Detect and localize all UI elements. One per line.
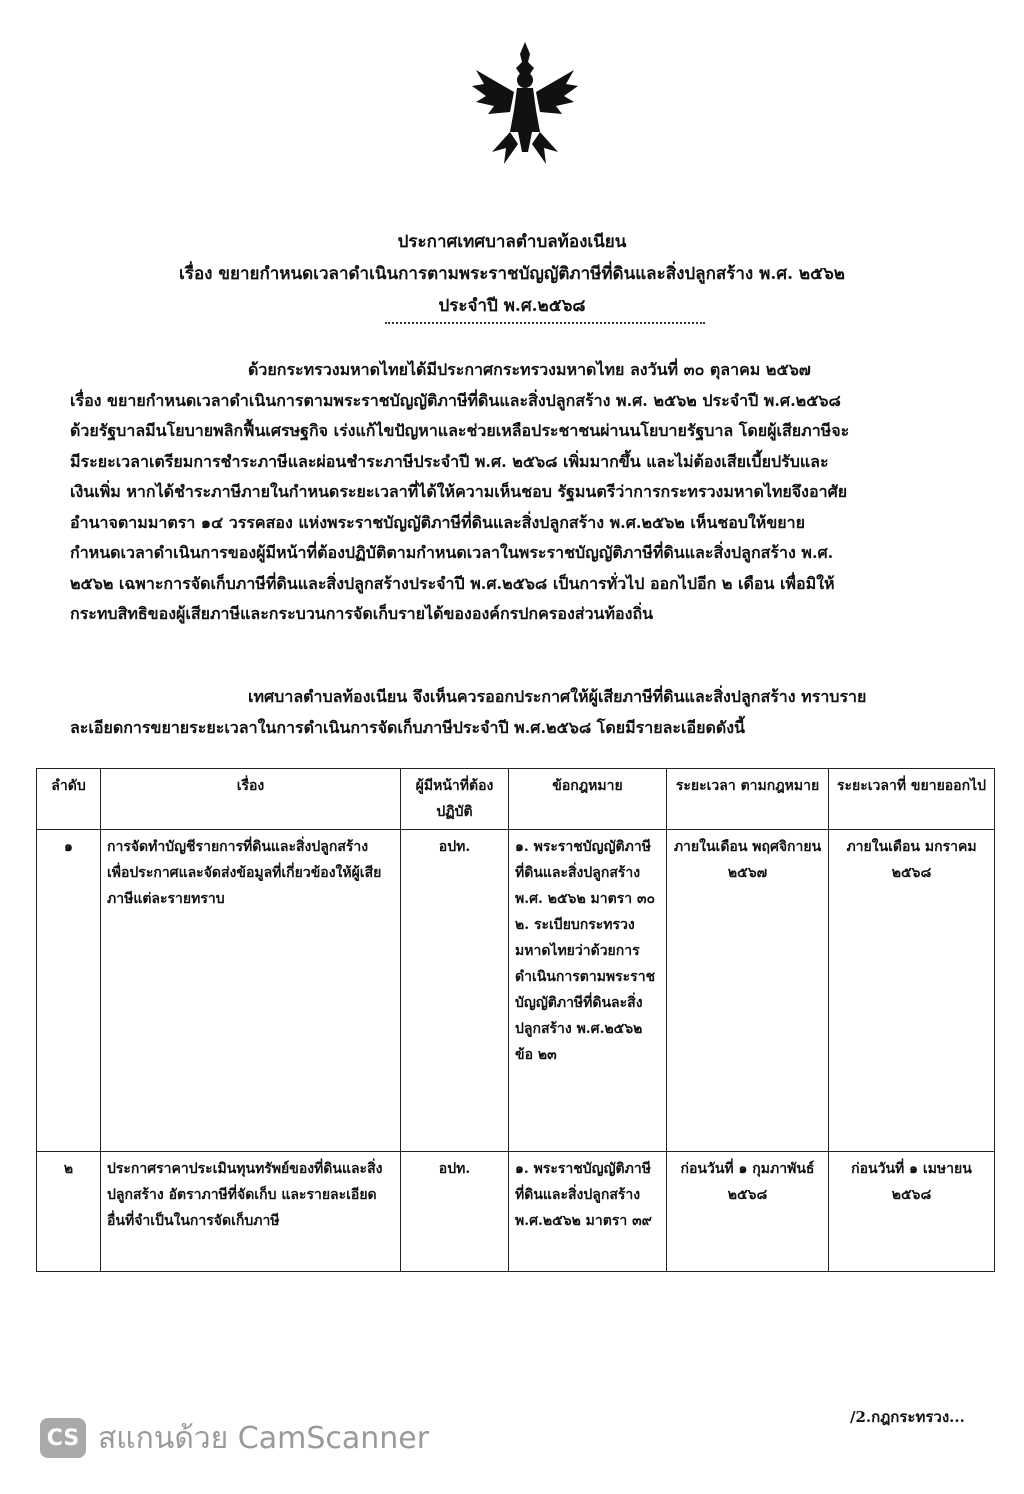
cell-responsible: อปท.	[401, 830, 509, 1152]
paragraph-line: อำนาจตามมาตรา ๑๔ วรรคสอง แห่งพระราชบัญญัติภาษีที่ดินและสิ่งปลูกสร้าง พ.ศ.๒๕๖๒ เห็นชอบให้ขยาย	[70, 512, 806, 532]
paragraph-line: ละเอียดการขยายระยะเวลาในการดำเนินการจัดเก็บภาษีประจำปี พ.ศ.๒๕๖๘ โดยมีรายละเอียดดังนี้	[70, 717, 745, 737]
garuda-emblem-icon	[470, 40, 580, 170]
paragraph-line: เงินเพิ่ม หากได้ชำระภาษีภายในกำหนดระยะเวลาที่ได้ให้ความเห็นชอบ รัฐมนตรีว่าการกระทรวงมหาดไทยจึงอาศัย	[70, 482, 848, 501]
watermark-text: สแกนด้วย CamScanner	[98, 1420, 430, 1456]
cell-no: ๒	[37, 1152, 101, 1272]
paragraph-line: มีระยะเวลาเตรียมการชำระภาษีและผ่อนชำระภาษีประจำปี พ.ศ. ๒๕๖๘ เพิ่มมากขึ้น และไม่ต้องเสียเบี้ยปรับและ	[70, 451, 829, 471]
paragraph-line: ๒๕๖๒ เฉพาะการจัดเก็บภาษีที่ดินและสิ่งปลูกสร้างประจำปี พ.ศ.๒๕๖๘ เป็นการทั่วไป ออกไปอีก ๒ เดือน เพื่อมิให้	[70, 573, 835, 593]
announcement-title: ประกาศเทศบาลตำบลท้องเนียน	[397, 232, 627, 252]
schedule-table	[36, 768, 995, 1272]
header-no: ลำดับ	[37, 769, 101, 830]
camscanner-logo-icon: CS	[40, 1418, 86, 1458]
cell-extended-period: ก่อนวันที่ ๑ เมษายน ๒๕๖๘	[829, 1152, 995, 1272]
paragraph-line: ด้วยรัฐบาลมีนโยบายพลิกฟื้นเศรษฐกิจ เร่งแก้ไขปัญหาและช่วยเหลือประชาชนผ่านนโยบายรัฐบาล โดยผู้เสียภาษีจะ	[70, 421, 850, 440]
continued-note: /2.กฎกระทรวง...	[850, 1408, 965, 1426]
cell-no: ๑	[37, 830, 101, 1152]
cell-legal-period: ก่อนวันที่ ๑ กุมภาพันธ์ ๒๕๖๘	[667, 1152, 829, 1272]
announcement-year: ประจำปี พ.ศ.๒๕๖๘	[438, 296, 586, 316]
table-row	[37, 830, 995, 1152]
announcement-subject: เรื่อง ขยายกำหนดเวลาดำเนินการตามพระราชบัญญัติภาษีที่ดินและสิ่งปลูกสร้าง พ.ศ. ๒๕๖๒	[179, 264, 845, 284]
camscanner-watermark	[40, 1418, 429, 1458]
law-item: ๑. พระราชบัญญัติภาษีที่ดินและสิ่งปลูกสร้างพ.ศ. ๒๕๖๒ มาตรา ๓๐	[515, 839, 656, 907]
law-item: ๒. ระเบียบกระทรวงมหาดไทยว่าด้วยการดำเนินการตามพระราชบัญญัติภาษีที่ดินละสิ่งปลูกสร้าง พ.ศ.๒๕๖๒ ข้อ ๒๓	[515, 917, 656, 1063]
law-item: ๑. พระราชบัญญัติภาษีที่ดินและสิ่งปลูกสร้าง พ.ศ.๒๕๖๒ มาตรา ๓๙	[515, 1161, 652, 1229]
paragraph-line: กระทบสิทธิของผู้เสียภาษีและกระบวนการจัดเก็บรายได้ขององค์กรปกครองส่วนท้องถิ่น	[70, 604, 654, 623]
paragraph-line: ด้วยกระทรวงมหาดไทยได้มีประกาศกระทรวงมหาดไทย ลงวันที่ ๓๐ ตุลาคม ๒๕๖๗	[248, 360, 811, 379]
paragraph-line: เรื่อง ขยายกำหนดเวลาดำเนินการตามพระราชบัญญัติภาษีที่ดินและสิ่งปลูกสร้าง พ.ศ. ๒๕๖๒ ประจำปี พ.ศ.๒๕๖๘	[70, 390, 841, 410]
table-header-row	[37, 769, 995, 830]
cell-subject: ประกาศราคาประเมินทุนทรัพย์ของที่ดินและสิ่งปลูกสร้าง อัตราภาษีที่จัดเก็บ และรายละเอียดอื่นที่จำเป็นในการจัดเก็บภาษี	[101, 1152, 401, 1272]
header-responsible: ผู้มีหน้าที่ต้อง ปฏิบัติ	[401, 769, 509, 830]
cell-law	[509, 1152, 667, 1272]
cell-subject: การจัดทำบัญชีรายการที่ดินและสิ่งปลูกสร้าง เพื่อประกาศและจัดส่งข้อมูลที่เกี่ยวข้องให้ผู้เสียภาษีแต่ละรายทราบ	[101, 830, 401, 1152]
cell-extended-period: ภายในเดือน มกราคม ๒๕๖๘	[829, 830, 995, 1152]
paragraph-line: กำหนดเวลาดำเนินการของผู้มีหน้าที่ต้องปฏิบัติตามกำหนดเวลาในพระราชบัญญัติภาษีที่ดินและสิ่งปลูกสร้าง พ.ศ.	[70, 543, 834, 562]
body-paragraph-2	[70, 682, 960, 743]
header-extended-period: ระยะเวลาที่ ขยายออกไป	[829, 769, 995, 830]
header-legal-period: ระยะเวลา ตามกฎหมาย	[667, 769, 829, 830]
cell-responsible: อปท.	[401, 1152, 509, 1272]
header-law: ข้อกฎหมาย	[509, 769, 667, 830]
cell-legal-period: ภายในเดือน พฤศจิกายน ๒๕๖๗	[667, 830, 829, 1152]
body-paragraph-1	[70, 355, 960, 630]
table-row	[37, 1152, 995, 1272]
paragraph-line: เทศบาลตำบลท้องเนียน จึงเห็นควรออกประกาศให้ผู้เสียภาษีที่ดินและสิ่งปลูกสร้าง ทราบราย	[248, 687, 867, 706]
header-subject: เรื่อง	[101, 769, 401, 830]
dotted-divider	[385, 322, 705, 324]
cell-law	[509, 830, 667, 1152]
